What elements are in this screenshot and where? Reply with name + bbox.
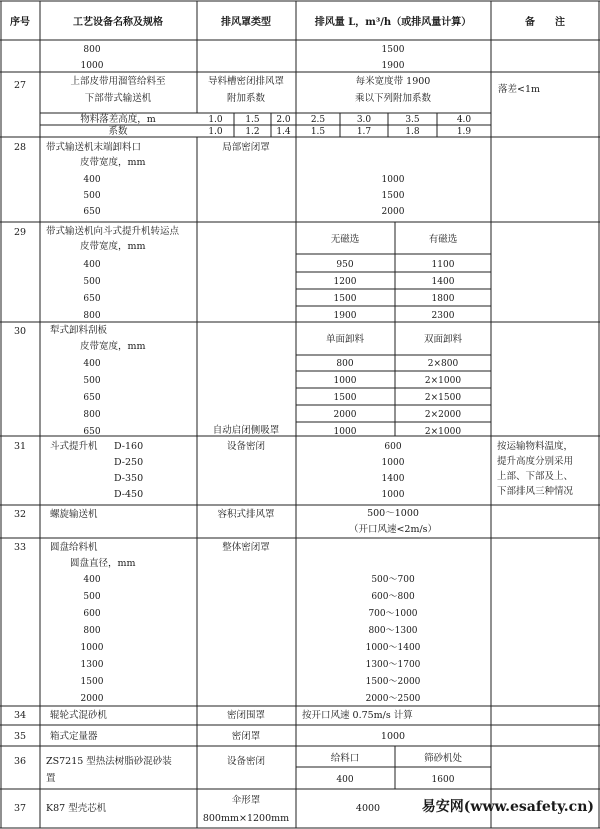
r33-diameter: 1300 — [80, 660, 104, 670]
r27-coef-value: 1.7 — [356, 127, 372, 137]
r30-hood: 自动启闭侧吸罩 — [212, 425, 280, 436]
carry-width-2: 1000 — [80, 61, 104, 71]
r33-diameter: 800 — [83, 626, 101, 636]
r29-name: 带式输送机向斗式提升机转运点 — [46, 226, 180, 237]
r29-no-magnet: 1200 — [333, 277, 357, 287]
r30-double: 2×1000 — [424, 427, 462, 437]
r30-single: 1000 — [333, 376, 357, 386]
r27-name-1: 上部皮带用溜管给料至 — [70, 76, 166, 87]
r27-height-value: 3.0 — [356, 115, 372, 125]
r33-diameter: 400 — [83, 575, 101, 585]
header-remark: 备 注 — [525, 17, 565, 28]
r33-diameter: 1500 — [80, 677, 104, 687]
r30-double: 2×800 — [427, 359, 459, 369]
r33-diameter: 1000 — [80, 643, 104, 653]
r28-width: 650 — [83, 207, 101, 217]
r36-col2: 筛砂机处 — [423, 753, 463, 764]
r31-remark-line: 下部排风三种情况 — [497, 486, 574, 497]
r33-exhaust: 1500～2000 — [365, 677, 421, 687]
r30-col1: 单面卸料 — [325, 334, 365, 345]
r29-magnet: 1100 — [431, 260, 455, 270]
r27-hood-1: 导料槽密闭排风罩 — [207, 76, 285, 87]
r31-exhaust: 1400 — [381, 474, 405, 484]
r28-exhaust: 1500 — [381, 191, 405, 201]
r36-value-2: 1600 — [431, 775, 455, 785]
r30-width: 650 — [83, 427, 101, 437]
r33-diameter: 500 — [83, 592, 101, 602]
r29-col2: 有磁选 — [428, 234, 458, 245]
site-watermark: 易安网(www.esafety.cn) — [421, 799, 594, 815]
r30-double: 2×1500 — [424, 393, 462, 403]
r31-model: D-350 — [114, 473, 144, 484]
r36-name-1: ZS7215 型热法树脂砂混砂装 — [46, 756, 172, 767]
r28-exhaust: 1000 — [381, 175, 405, 185]
r27-height-value: 2.5 — [310, 115, 326, 125]
carry-value-1: 1500 — [381, 45, 405, 55]
r28-hood: 局部密闭罩 — [222, 142, 270, 153]
r37-no: 37 — [13, 803, 27, 814]
r31-no: 31 — [13, 441, 27, 452]
r34-exhaust: 按开口风速 0.75m/s 计算 — [302, 710, 413, 721]
r35-name: 箱式定量器 — [50, 731, 98, 742]
header-hood-type: 排风罩类型 — [221, 17, 271, 28]
r29-magnet: 1800 — [431, 294, 455, 304]
r30-single: 1500 — [333, 393, 357, 403]
r35-exhaust: 1000 — [380, 731, 406, 742]
r30-width: 500 — [83, 376, 101, 386]
r28-name: 带式输送机末端卸料口 — [46, 142, 142, 153]
r29-col1: 无磁选 — [330, 234, 360, 245]
r33-exhaust: 700～1000 — [368, 609, 418, 619]
r31-exhaust: 600 — [384, 442, 402, 452]
r30-name: 犁式卸料刮板 — [50, 325, 108, 336]
r36-no: 36 — [13, 756, 27, 767]
r29-no-magnet: 950 — [336, 260, 354, 270]
r32-no: 32 — [13, 509, 27, 520]
r31-remark-line: 提升高度分别采用 — [497, 456, 574, 467]
r33-exhaust: 500～700 — [371, 575, 415, 585]
r27-height-value: 4.0 — [456, 115, 472, 125]
r37-name: K87 型壳芯机 — [46, 803, 107, 814]
r29-sub: 皮带宽度，mm — [80, 241, 146, 252]
r31-name: 斗式提升机 — [50, 441, 98, 452]
r34-no: 34 — [13, 710, 27, 721]
header-equipment: 工艺设备名称及规格 — [73, 17, 163, 28]
r27-coef-value: 1.5 — [310, 127, 326, 137]
r31-model: D-450 — [114, 489, 144, 500]
r30-single: 800 — [336, 359, 354, 369]
r32-hood: 容积式排风罩 — [217, 509, 275, 520]
r27-name-2: 下部带式输送机 — [84, 93, 152, 104]
r33-name: 圆盘给料机 — [50, 542, 98, 553]
r30-single: 1000 — [333, 427, 357, 437]
r30-single: 2000 — [333, 410, 357, 420]
r27-hood-2: 附加系数 — [226, 93, 266, 104]
r27-exhaust-2: 乘以下列附加系数 — [354, 93, 432, 104]
r32-exhaust-2: （开口风速<2m/s） — [348, 524, 438, 535]
carry-value-2: 1900 — [381, 61, 405, 71]
r27-coef-value: 1.2 — [245, 127, 260, 137]
r36-col1: 给料口 — [330, 753, 360, 764]
r33-sub: 圆盘直径，mm — [70, 558, 136, 569]
r35-hood: 密闭罩 — [231, 731, 261, 742]
r34-name: 辊轮式混砂机 — [50, 710, 108, 721]
r29-no-magnet: 1500 — [333, 294, 357, 304]
r29-no-magnet: 1900 — [333, 311, 357, 321]
r29-magnet: 1400 — [431, 277, 455, 287]
r33-exhaust: 2000～2500 — [365, 694, 421, 704]
r28-sub: 皮带宽度，mm — [80, 157, 146, 168]
r29-width: 400 — [83, 260, 101, 270]
r30-width: 650 — [83, 393, 101, 403]
r36-value-1: 400 — [336, 775, 354, 785]
header-seq: 序号 — [10, 17, 30, 28]
r27-remark: 落差<1m — [498, 84, 541, 95]
r30-width: 800 — [83, 410, 101, 420]
r27-no: 27 — [13, 80, 27, 91]
r31-exhaust: 1000 — [381, 458, 405, 468]
r27-height-value: 2.0 — [276, 115, 291, 125]
r31-remark-line: 按运输物料温度， — [497, 441, 574, 452]
r27-coef-value: 1.0 — [208, 127, 223, 137]
r29-magnet: 2300 — [431, 311, 455, 321]
r33-exhaust: 1000～1400 — [365, 643, 421, 653]
r31-hood: 设备密闭 — [226, 441, 266, 452]
r31-model: D-160 — [114, 441, 144, 452]
r33-exhaust: 800～1300 — [368, 626, 418, 636]
r29-width: 500 — [83, 277, 101, 287]
r33-diameter: 2000 — [80, 694, 104, 704]
r33-diameter: 600 — [83, 609, 101, 619]
r30-no: 30 — [13, 326, 27, 337]
r37-hood-1: 伞形罩 — [231, 795, 261, 806]
r28-width: 500 — [83, 191, 101, 201]
r31-remark-line: 上部、下部及上、 — [497, 471, 574, 482]
r27-height-label: 物料落差高度，m — [80, 114, 156, 125]
r27-exhaust-1: 每米宽度带 1900 — [355, 76, 431, 87]
r30-double: 2×2000 — [424, 410, 462, 420]
r28-exhaust: 2000 — [381, 207, 405, 217]
r29-width: 800 — [83, 311, 101, 321]
r33-no: 33 — [13, 542, 27, 553]
r31-exhaust: 1000 — [381, 490, 405, 500]
r34-hood: 密闭围罩 — [226, 710, 266, 721]
r32-exhaust-1: 500～1000 — [367, 508, 419, 519]
header-exhaust: 排风量 L，m³/h（或排风量计算） — [314, 17, 472, 28]
r27-coef-label: 系数 — [108, 126, 128, 137]
r27-height-value: 1.0 — [208, 115, 223, 125]
r32-name: 螺旋输送机 — [50, 509, 98, 520]
r35-no: 35 — [13, 731, 27, 742]
r27-height-value: 1.5 — [245, 115, 260, 125]
r27-height-value: 3.5 — [405, 115, 420, 125]
r30-sub: 皮带宽度，mm — [80, 341, 146, 352]
r30-col2: 双面卸料 — [423, 334, 463, 345]
carry-width-1: 800 — [83, 45, 101, 55]
r29-no: 29 — [13, 227, 27, 238]
r28-width: 400 — [83, 175, 101, 185]
r33-exhaust: 600～800 — [371, 592, 415, 602]
r37-hood-2: 800mm×1200mm — [202, 813, 290, 824]
r31-model: D-250 — [114, 457, 144, 468]
r36-name-2: 置 — [46, 773, 56, 784]
r27-coef-value: 1.4 — [276, 127, 291, 137]
r28-no: 28 — [13, 142, 27, 153]
r29-width: 650 — [83, 294, 101, 304]
r27-coef-value: 1.8 — [405, 127, 420, 137]
r30-double: 2×1000 — [424, 376, 462, 386]
r33-exhaust: 1300～1700 — [365, 660, 421, 670]
r36-hood: 设备密闭 — [226, 756, 266, 767]
r27-coef-value: 1.9 — [456, 127, 472, 137]
r33-hood: 整体密闭罩 — [222, 542, 270, 553]
r30-width: 400 — [83, 359, 101, 369]
r37-exhaust: 4000 — [355, 803, 381, 814]
